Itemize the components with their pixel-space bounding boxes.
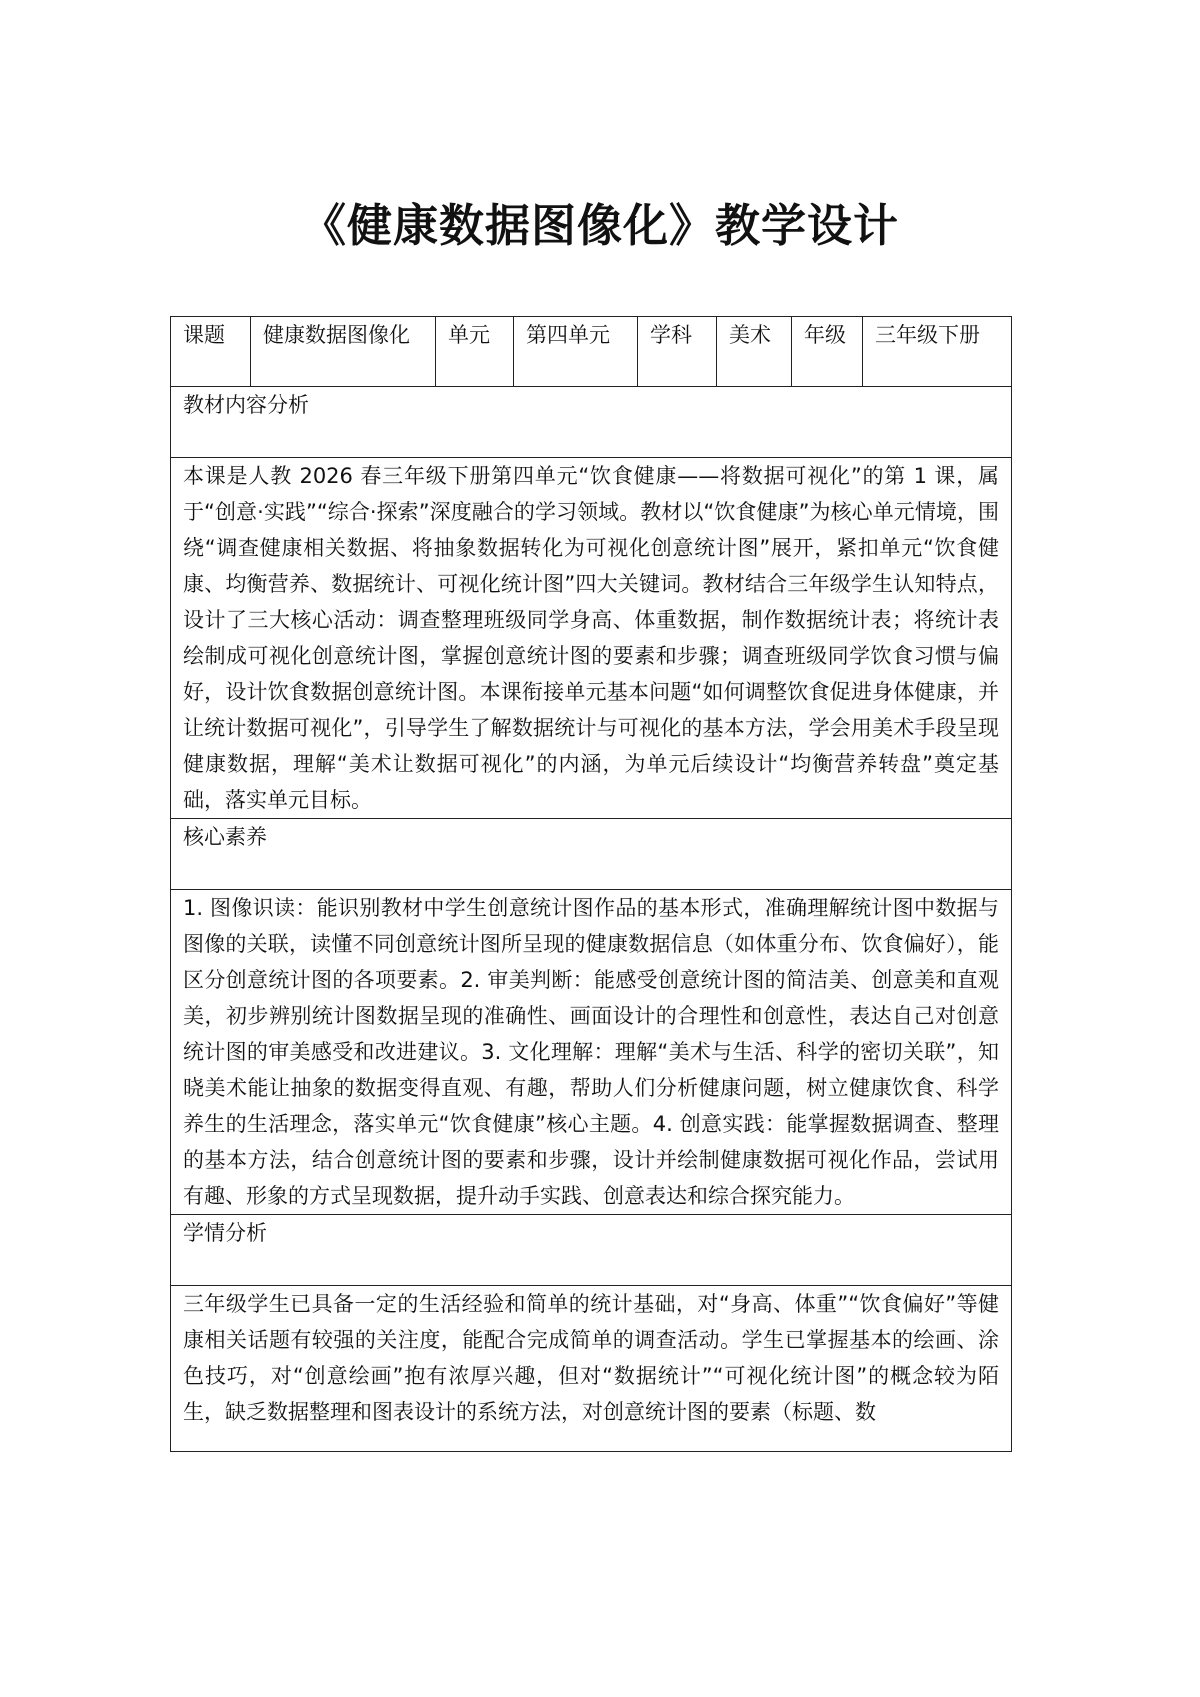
header-row xyxy=(171,317,1012,387)
subject-value: 美术 xyxy=(717,317,792,387)
core-literacy-heading: 核心素养 xyxy=(171,819,1012,890)
grade-value: 三年级下册 xyxy=(863,317,1012,387)
section-body-row xyxy=(171,890,1012,1215)
student-analysis-heading: 学情分析 xyxy=(171,1215,1012,1286)
section-body-row xyxy=(171,1286,1012,1452)
textbook-analysis-heading: 教材内容分析 xyxy=(171,387,1012,458)
unit-value: 第四单元 xyxy=(514,317,638,387)
core-literacy-body: 1. 图像识读：能识别教材中学生创意统计图作品的基本形式，准确理解统计图中数据与图像的关联，读懂不同创意统计图所呈现的健康数据信息（如体重分布、饮食偏好），能区分创意统计图的各项要素。2. 审美判断：能感受创意统计图的简洁美、创意美和直观美，初步辨别统计图数据呈现的准确性、画面设计的合理性和创意性，表达自己对创意统计图的审美感受和改进建议。3. 文化理解：理解“美术与生活、科学的密切关联”，知晓美术能让抽象的数据变得直观、有趣，帮助人们分析健康问题，树立健康饮食、科学养生的生活理念，落实单元“饮食健康”核心主题。4. 创意实践：能掌握数据调查、整理的基本方法，结合创意统计图的要素和步骤，设计并绘制健康数据可视化作品，尝试用有趣、形象的方式呈现数据，提升动手实践、创意表达和综合探究能力。 xyxy=(171,890,1012,1215)
textbook-analysis-body: 本课是人教 2026 春三年级下册第四单元“饮食健康——将数据可视化”的第 1 课，属于“创意·实践”“综合·探索”深度融合的学习领域。教材以“饮食健康”为核心单元情境，围绕“调查健康相关数据、将抽象数据转化为可视化创意统计图”展开，紧扣单元“饮食健康、均衡营养、数据统计、可视化统计图”四大关键词。教材结合三年级学生认知特点，设计了三大核心活动：调查整理班级同学身高、体重数据，制作数据统计表；将统计表绘制成可视化创意统计图，掌握创意统计图的要素和步骤；调查班级同学饮食习惯与偏好，设计饮食数据创意统计图。本课衔接单元基本问题“如何调整饮食促进身体健康，并让统计数据可视化”，引导学生了解数据统计与可视化的基本方法，学会用美术手段呈现健康数据，理解“美术让数据可视化”的内涵，为单元后续设计“均衡营养转盘”奠定基础，落实单元目标。 xyxy=(171,458,1012,819)
section-body-row xyxy=(171,458,1012,819)
unit-label: 单元 xyxy=(436,317,514,387)
document-title: 《健康数据图像化》教学设计 xyxy=(300,199,899,252)
subject-label: 学科 xyxy=(638,317,717,387)
section-heading-row xyxy=(171,819,1012,890)
topic-label: 课题 xyxy=(171,317,251,387)
topic-value: 健康数据图像化 xyxy=(251,317,436,387)
section-heading-row xyxy=(171,1215,1012,1286)
section-heading-row xyxy=(171,387,1012,458)
student-analysis-body: 三年级学生已具备一定的生活经验和简单的统计基础，对“身高、体重”“饮食偏好”等健康相关话题有较强的关注度，能配合完成简单的调查活动。学生已掌握基本的绘画、涂色技巧，对“创意绘画”抱有浓厚兴趣，但对“数据统计”“可视化统计图”的概念较为陌生，缺乏数据整理和图表设计的系统方法，对创意统计图的要素（标题、数 xyxy=(171,1286,1012,1452)
lesson-plan-table xyxy=(170,316,1012,1452)
grade-label: 年级 xyxy=(792,317,863,387)
